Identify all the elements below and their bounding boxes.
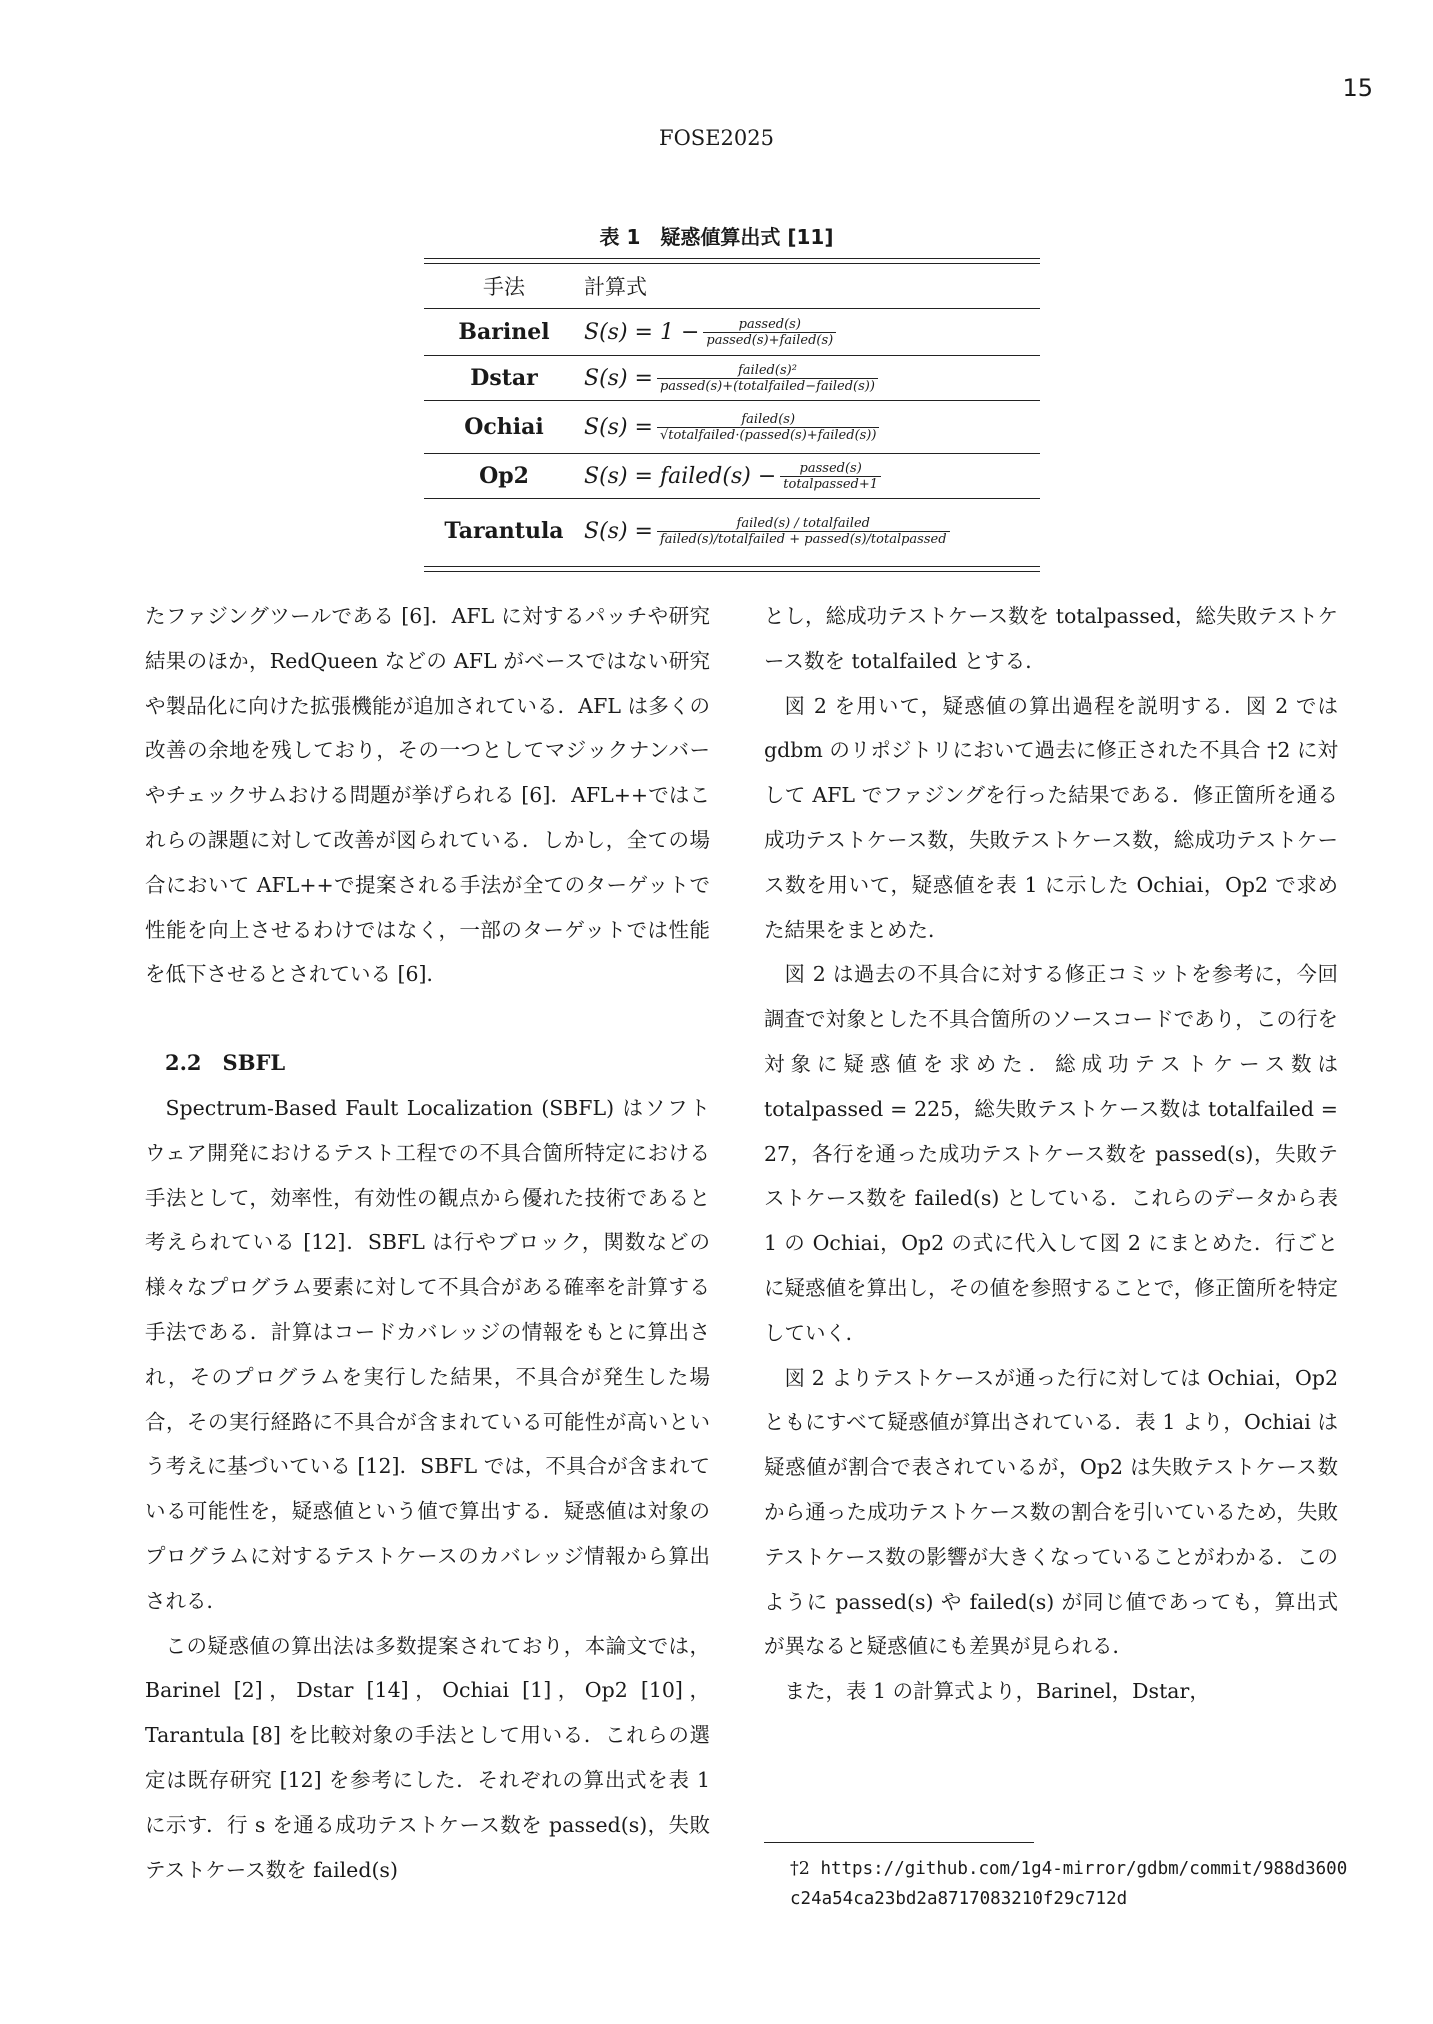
- paragraph: Spectrum-Based Fault Localization (SBFL) はソフトウェア開発におけるテスト工程での不具合箇所特定における手法として，効率性，有効性の観点から優れた技術であると考えられている [12]．SBFL は行やブロック，関数などの様々なプログラム要素に対して不具合がある確率を計算する手法である．計算はコードカバレッジの情報をもとに算出され，そのプログラムを実行した結果，不具合が発生した場合，その実行経路に不具合が含まれている可能性が高いという考えに基づいている [12]．SBFL では，不具合が含まれている可能性を，疑惑値という値で算出する．疑惑値は対象のプログラムに対するテストケースのカバレッジ情報から算出される．: [145, 1095, 710, 1613]
- paragraph: また，表 1 の計算式より，Barinel，Dstar，: [784, 1679, 1210, 1704]
- numerator: failed(s): [741, 411, 796, 427]
- left-column: [145, 594, 710, 1892]
- fraction: [657, 412, 879, 443]
- paragraph: 図 2 を用いて，疑惑値の算出過程を説明する．図 2 では gdbm のリポジトリにおいて過去に修正された不具合 †2 に対して AFL でファジングを行った結果である．修正箇所を通る成功テストケース数，失敗テストケース数，総成功テストケース数を用いて，疑惑値を表 1 に示した Ochiai，Op2 で求めた結果をまとめた．: [764, 693, 1338, 942]
- table-row: [424, 401, 1040, 454]
- denominator: passed(s)+failed(s): [703, 332, 836, 348]
- header-formula: 計算式: [584, 275, 647, 299]
- row-formula: [584, 317, 1040, 348]
- row-formula: [584, 516, 1040, 547]
- paragraph: 図 2 よりテストケースが通った行に対しては Ochiai，Op2 ともにすべて疑惑値が算出されている．表 1 より，Ochiai は疑惑値が割合で表されているが，Op2 は失敗テストケース数から通った成功テストケース数の割合を引いているため，失敗テストケース数の影響が大きくなっていることがわかる．このように passed(s) や failed(s) が同じ値であっても，算出式が異なると疑惑値にも差異が見られる．: [764, 1365, 1338, 1659]
- row-method: Tarantula: [444, 518, 564, 544]
- numerator: passed(s): [799, 460, 862, 476]
- formula-lhs: S(s) =: [584, 414, 653, 440]
- table-row: [424, 454, 1040, 499]
- table-header-row: [424, 264, 1040, 309]
- denominator: totalpassed+1: [780, 476, 881, 492]
- fraction: [703, 317, 836, 348]
- numerator: passed(s): [738, 316, 801, 332]
- row-method: Barinel: [458, 319, 550, 345]
- paragraph: 図 2 は過去の不具合に対する修正コミットを参考に，今回調査で対象とした不具合箇所のソースコードであり，この行を対象に疑惑値を求めた．総成功テストケース数は totalpassed = 225，総失敗テストケース数は totalfailed = 27，各行を通った成功テストケース数を passed(s)，失敗テストケース数を failed(s) としている．これらのデータから表 1 の Ochiai，Op2 の式に代入して図 2 にまとめた．行ごとに疑惑値を算出し，その値を参照することで，修正箇所を特定していく．: [764, 962, 1338, 1345]
- footnote-rule: [764, 1842, 1034, 1843]
- formula-lhs: S(s) = failed(s) −: [584, 463, 777, 489]
- fraction: [657, 516, 950, 547]
- paragraph: とし，総成功テストケース数を totalpassed，総失敗テストケース数を totalfailed とする．: [764, 604, 1338, 673]
- row-method: Dstar: [470, 365, 538, 391]
- right-column: [764, 594, 1338, 1714]
- denominator: passed(s)+(totalfailed−failed(s)): [657, 378, 878, 394]
- row-formula: [584, 461, 1040, 492]
- formula-lhs: S(s) = 1 −: [584, 319, 700, 345]
- page-number: 15: [1342, 74, 1373, 102]
- row-method: Op2: [479, 463, 529, 489]
- row-formula: [584, 412, 1040, 443]
- header-method: 手法: [483, 275, 525, 299]
- fraction: [780, 461, 881, 492]
- table-row: [424, 499, 1040, 563]
- row-formula: [584, 363, 1040, 394]
- footnote-link[interactable]: https://github.com/1g4-mirror/gdbm/commit/988d3600c24a54ca23bd2a8717083210f29c712d: [790, 1859, 1348, 1909]
- denominator: failed(s)/totalfailed + passed(s)/totalpassed: [657, 531, 950, 547]
- paragraph: たファジングツールである [6]．AFL に対するパッチや研究結果のほか，RedQueen などの AFL がベースではない研究や製品化に向けた拡張機能が追加されている．AFL は多くの改善の余地を残しており，その一つとしてマジックナンバーやチェックサムおける問題が挙げられる [6]．AFL++ではこれらの課題に対して改善が図られている．しかし，全ての場合において AFL++で提案される手法が全てのターゲットで性能を向上させるわけではなく，一部のターゲットでは性能を低下させるとされている [6]．: [145, 604, 710, 987]
- footnote: [790, 1854, 1350, 1914]
- numerator: failed(s) / totalfailed: [736, 515, 870, 531]
- formula-table: [424, 258, 1040, 572]
- denominator: √totalfailed·(passed(s)+failed(s)): [657, 427, 879, 443]
- section-heading: 2.2 SBFL: [165, 1050, 286, 1076]
- table-caption: 表 1 疑惑値算出式 [11]: [599, 225, 834, 249]
- row-method: Ochiai: [464, 414, 544, 440]
- table-row: [424, 356, 1040, 401]
- formula-lhs: S(s) =: [584, 365, 653, 391]
- footnote-mark: †2: [790, 1859, 810, 1879]
- paragraph: この疑惑値の算出法は多数提案されており，本論文では，Barinel [2]，Dstar [14]，Ochiai [1]，Op2 [10]，Tarantula [8] を比較対象の手法として用いる．これらの選定は既存研究 [12] を参考にした．それぞれの算出式を表 1 に示す．行 s を通る成功テストケース数を passed(s)，失敗テストケース数を failed(s): [145, 1633, 710, 1882]
- running-header: FOSE2025: [659, 126, 774, 150]
- numerator: failed(s)²: [737, 362, 797, 378]
- table-bottom-rule: [424, 566, 1040, 572]
- formula-lhs: S(s) =: [584, 518, 653, 544]
- table-row: [424, 309, 1040, 356]
- fraction: [657, 363, 878, 394]
